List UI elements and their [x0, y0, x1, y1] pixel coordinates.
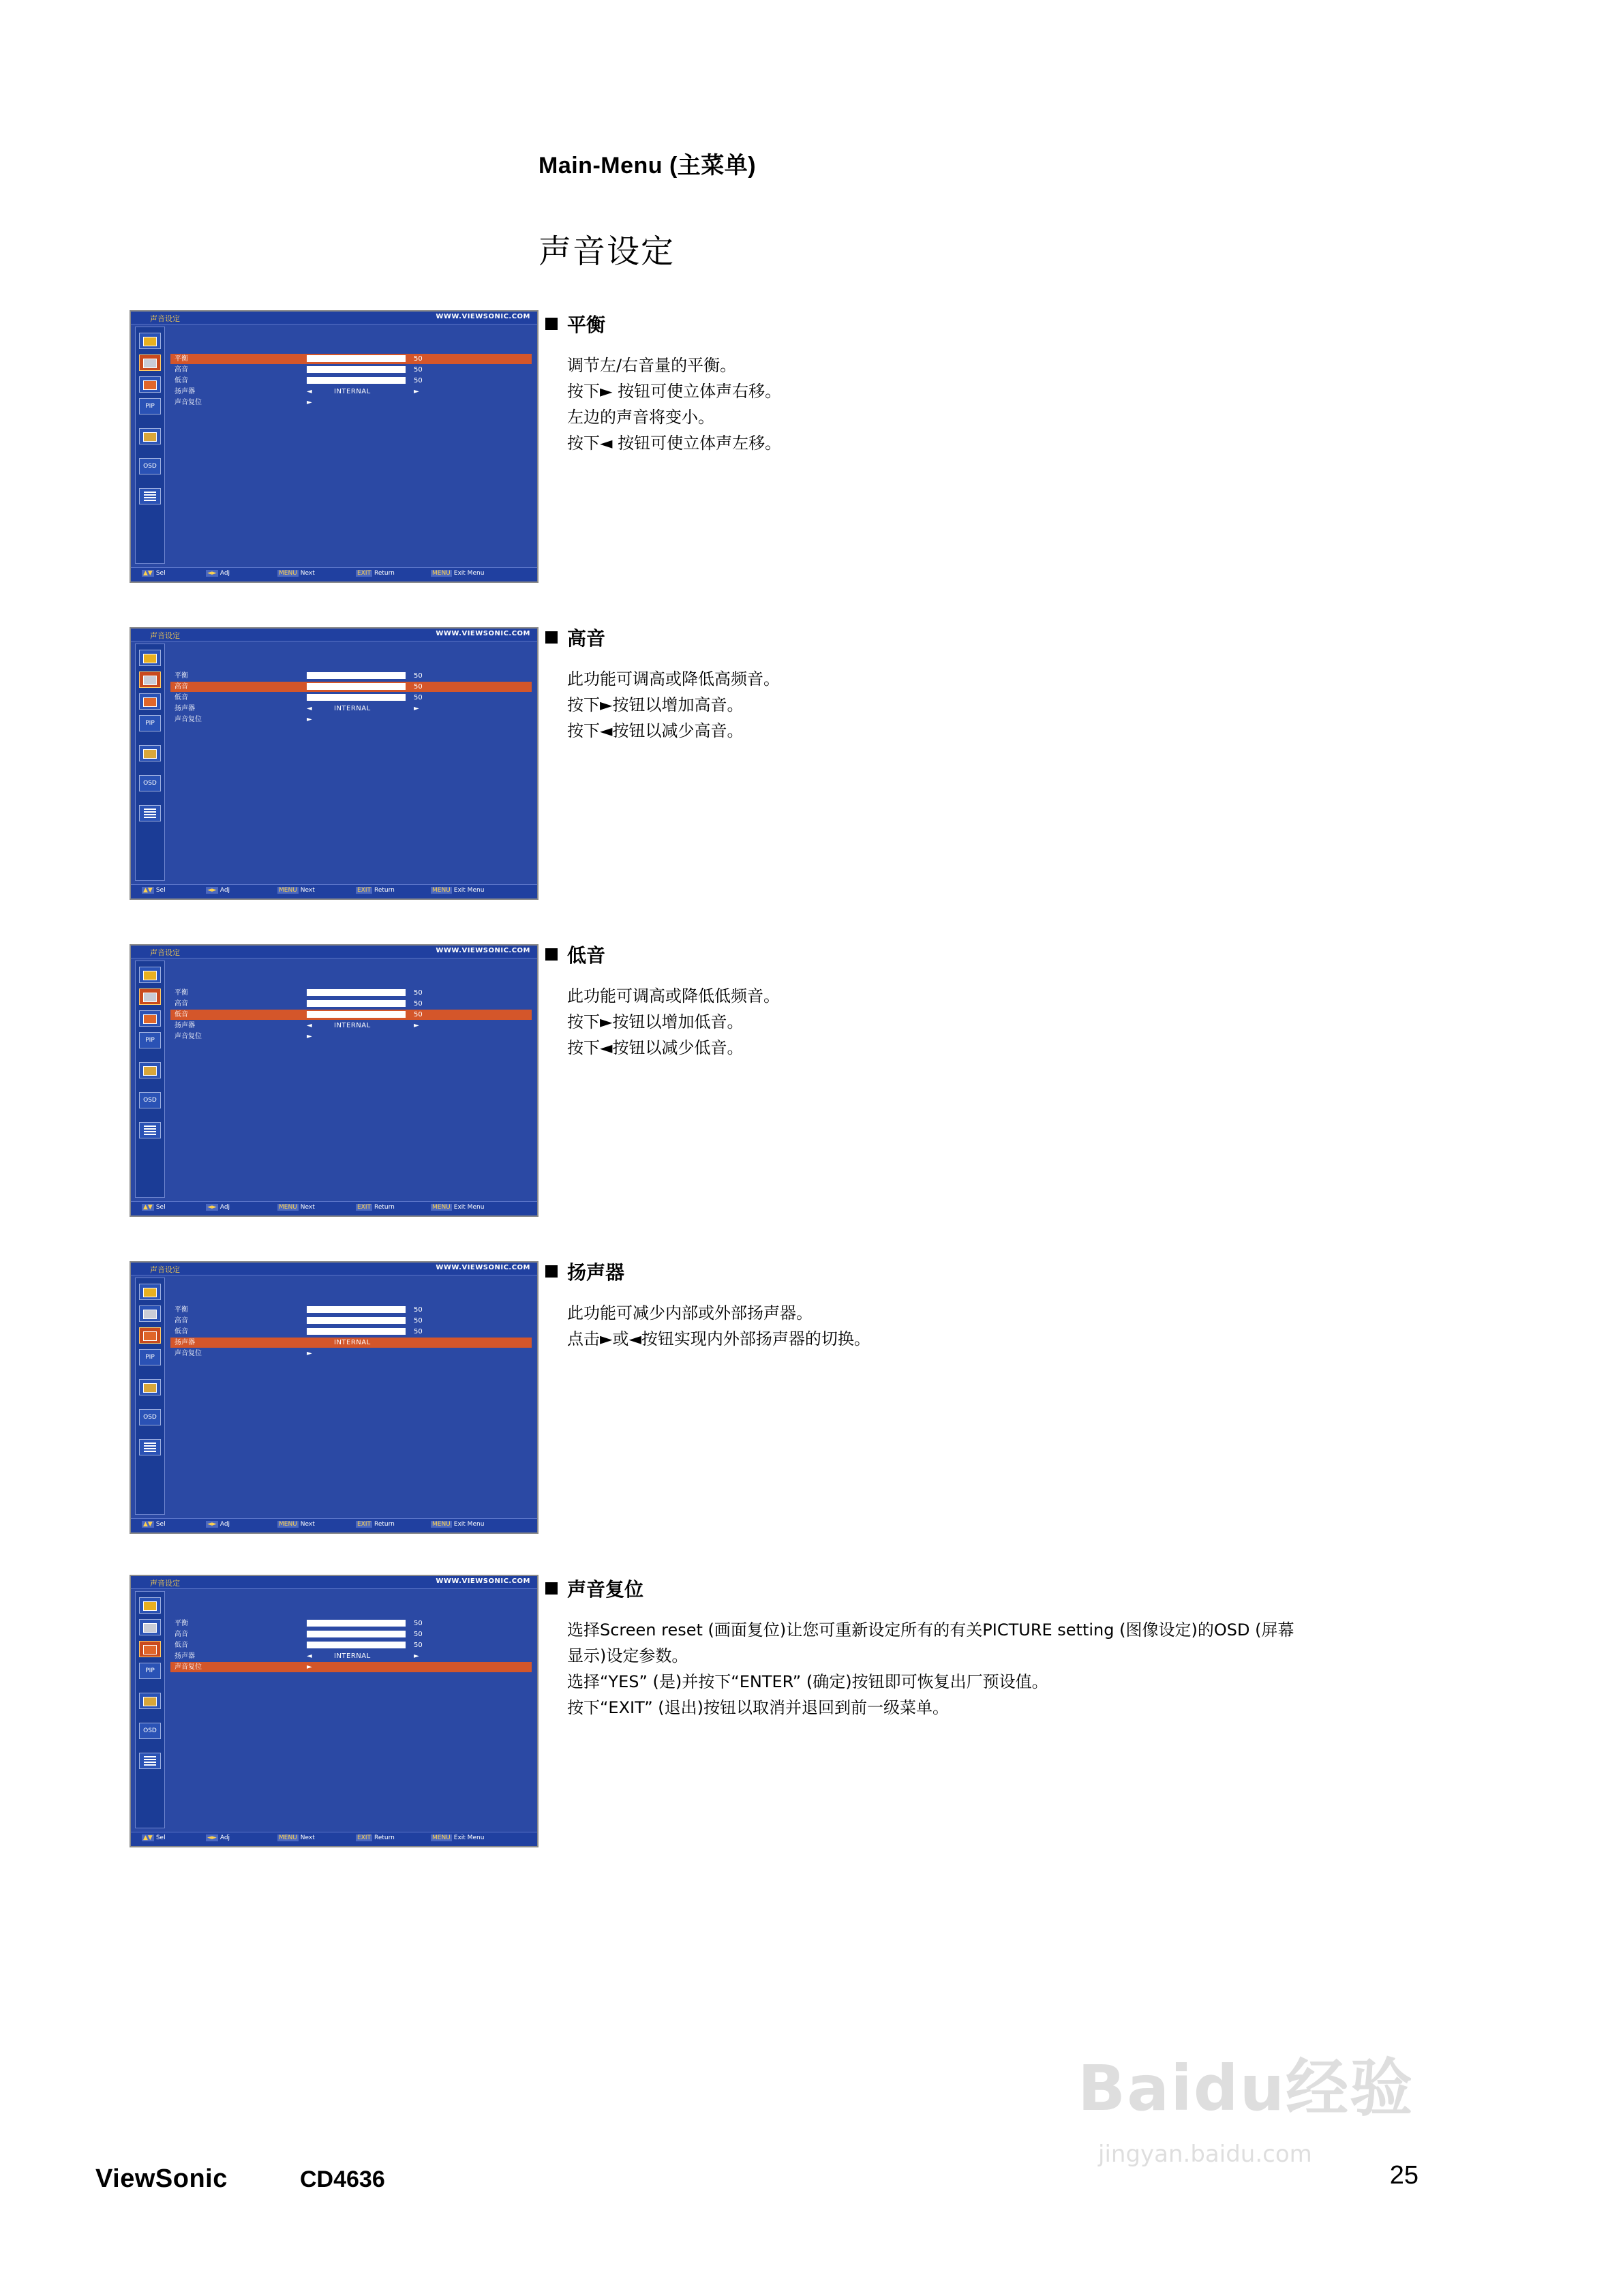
bottombar-label: Next — [300, 887, 315, 894]
row-value: 50 — [414, 1620, 423, 1627]
picture-icon — [143, 971, 157, 980]
row-label: 高音 — [175, 1631, 188, 1638]
sidebar-item-pip[interactable]: PIP — [139, 1032, 161, 1048]
osd-screenshot-treble — [130, 627, 539, 900]
sidebar-item-menu[interactable] — [139, 1122, 161, 1138]
sidebar-item-pip[interactable]: PIP — [139, 398, 161, 414]
menu-icon — [144, 492, 156, 501]
row-label: 声音复位 — [175, 1350, 202, 1357]
footer-brand: ViewSonic — [95, 2164, 228, 2193]
osd-row-audio-reset[interactable] — [170, 397, 532, 408]
description-body — [567, 1300, 870, 1352]
osd-row-balance[interactable] — [170, 354, 532, 364]
row-label: 声音复位 — [175, 716, 202, 723]
tools-icon — [143, 1066, 157, 1076]
description-line: 此功能可减少内部或外部扬声器。 — [567, 1303, 813, 1323]
row-label: 平衡 — [175, 989, 188, 997]
description-heading — [545, 941, 780, 968]
description-line: 选择Screen reset (画面复位)让您可重新设定所有的有关PICTURE setting (图像设定)的OSD (屏幕 — [567, 1620, 1294, 1640]
speaker-option-value: INTERNAL — [334, 1652, 371, 1660]
sidebar-item-tools[interactable] — [139, 1379, 161, 1395]
sidebar-item-osd[interactable]: OSD — [139, 1723, 161, 1739]
row-label: 高音 — [175, 683, 188, 691]
speaker-option-value: INTERNAL — [334, 705, 371, 712]
bottombar-label: Return — [374, 887, 395, 894]
watermark-text: Baidu经验 — [1078, 2052, 1414, 2125]
heading-text: 高音 — [567, 627, 606, 650]
sidebar-item-tools[interactable] — [139, 1693, 161, 1709]
bullet-icon — [545, 1582, 558, 1595]
tools-icon — [143, 432, 157, 442]
description-line: 按下◄按钮以减少低音。 — [567, 1038, 744, 1057]
bottombar-label: Next — [300, 1204, 315, 1211]
osd-title: 声音设定 — [150, 948, 180, 957]
sidebar-item-audio[interactable] — [139, 354, 161, 371]
row-label: 扬声器 — [175, 388, 195, 395]
sidebar-item-audio[interactable] — [139, 988, 161, 1005]
description-heading — [545, 624, 780, 651]
description-heading — [545, 310, 781, 337]
bottombar-label: Exit Menu — [453, 1204, 485, 1211]
heading-text: 低音 — [567, 944, 606, 967]
picture-icon — [143, 1288, 157, 1297]
bottombar-key: MENU — [279, 1521, 297, 1528]
balance-bar[interactable] — [307, 1620, 406, 1627]
row-label: 声音复位 — [175, 1033, 202, 1040]
bottombar-key: ◄► — [207, 1204, 217, 1211]
osd-row-audio-reset[interactable] — [170, 714, 532, 725]
sidebar-item-menu[interactable] — [139, 488, 161, 504]
osd-sidebar — [135, 1591, 165, 1828]
bottombar-key: MENU — [279, 570, 297, 577]
menu-icon — [144, 1442, 156, 1452]
bottombar-key: ▲▼ — [143, 1204, 153, 1211]
osd-row-speaker[interactable] — [170, 1021, 532, 1031]
treble-bar[interactable] — [307, 366, 406, 373]
row-label: 扬声器 — [175, 705, 195, 712]
osd-title: 声音设定 — [150, 1579, 180, 1588]
bottombar-key: ▲▼ — [143, 1834, 153, 1841]
submenu-arrow-icon[interactable]: ► — [307, 1033, 312, 1040]
description-body — [567, 1617, 1294, 1721]
left-arrow-icon[interactable]: ◄ — [307, 705, 312, 712]
left-arrow-icon[interactable]: ◄ — [307, 1652, 312, 1660]
description-heading — [545, 1258, 870, 1285]
bottombar-key: EXIT — [357, 887, 371, 894]
row-value: 50 — [414, 355, 423, 363]
sidebar-item-tools[interactable] — [139, 745, 161, 761]
bottombar-label: Exit Menu — [453, 887, 485, 894]
description-line: 按下◄按钮以减少高音。 — [567, 721, 744, 740]
row-label: 低音 — [175, 377, 188, 384]
row-value: 50 — [414, 377, 423, 384]
speaker-icon — [143, 1014, 157, 1024]
osd-row-speaker[interactable] — [170, 1651, 532, 1661]
osd-bottombar — [131, 567, 537, 581]
picture-icon — [143, 337, 157, 346]
row-value: 50 — [414, 1011, 423, 1018]
osd-row-speaker[interactable] — [170, 387, 532, 397]
audio-icon — [143, 1623, 157, 1633]
audio-icon — [143, 993, 157, 1002]
osd-row-treble[interactable] — [170, 999, 532, 1009]
description-line: 左边的声音将变小。 — [567, 408, 714, 427]
bottombar-key: MENU — [432, 570, 451, 577]
row-label: 平衡 — [175, 355, 188, 363]
bottombar-key: MENU — [432, 1834, 451, 1841]
bottombar-label: Exit Menu — [453, 1521, 485, 1528]
osd-row-list — [170, 1305, 532, 1359]
bottombar-label: Sel — [155, 570, 166, 577]
bottombar-label: Sel — [155, 1521, 166, 1528]
sidebar-item-picture[interactable] — [139, 1284, 161, 1300]
balance-bar[interactable] — [307, 355, 406, 362]
row-value: 50 — [414, 1000, 423, 1008]
sidebar-item-tools[interactable] — [139, 428, 161, 444]
row-value: 50 — [414, 366, 423, 374]
speaker-option-value: INTERNAL — [334, 1022, 371, 1029]
sidebar-item-speaker[interactable] — [139, 1010, 161, 1027]
row-label: 高音 — [175, 1000, 188, 1008]
bottombar-label: Next — [300, 1521, 315, 1528]
osd-sidebar — [135, 644, 165, 881]
row-label: 高音 — [175, 1317, 188, 1325]
sidebar-item-speaker[interactable] — [139, 1641, 161, 1657]
osd-row-audio-reset[interactable] — [170, 1348, 532, 1359]
row-label: 平衡 — [175, 672, 188, 680]
bottombar-key: ◄► — [207, 1834, 217, 1841]
bottombar-key: EXIT — [357, 1521, 371, 1528]
menu-icon — [144, 1756, 156, 1766]
row-value: 50 — [414, 694, 423, 701]
osd-row-treble[interactable] — [170, 1316, 532, 1326]
row-label: 扬声器 — [175, 1652, 195, 1660]
osd-brand: WWW.VIEWSONIC.COM — [436, 1264, 530, 1271]
bottombar-label: Next — [300, 1834, 315, 1841]
sidebar-item-osd[interactable]: OSD — [139, 458, 161, 474]
osd-sidebar — [135, 1278, 165, 1515]
treble-bar[interactable] — [307, 1000, 406, 1007]
bass-bar[interactable] — [307, 1328, 406, 1335]
sidebar-item-menu[interactable] — [139, 805, 161, 821]
sidebar-item-pip[interactable]: PIP — [139, 1663, 161, 1679]
bass-bar[interactable] — [307, 1011, 406, 1018]
row-value: 50 — [414, 1328, 423, 1335]
sidebar-item-audio[interactable] — [139, 671, 161, 688]
osd-brand: WWW.VIEWSONIC.COM — [436, 1577, 530, 1585]
speaker-icon — [143, 380, 157, 390]
description-line: 按下◄ 按钮可使立体声左移。 — [567, 434, 782, 453]
description-line: 按下►按钮以增加高音。 — [567, 695, 744, 714]
description-bass — [545, 941, 780, 1061]
osd-row-speaker[interactable] — [170, 1338, 532, 1348]
left-arrow-icon[interactable]: ◄ — [307, 388, 312, 395]
heading-text: 扬声器 — [567, 1261, 625, 1284]
sidebar-item-speaker[interactable] — [139, 693, 161, 710]
sidebar-item-osd[interactable]: OSD — [139, 775, 161, 791]
sidebar-item-picture[interactable] — [139, 1597, 161, 1614]
menu-icon — [144, 809, 156, 818]
osd-row-audio-reset[interactable] — [170, 1031, 532, 1042]
audio-icon — [143, 676, 157, 685]
left-arrow-icon[interactable]: ◄ — [307, 1022, 312, 1029]
osd-bottombar — [131, 1201, 537, 1215]
row-value: 50 — [414, 1642, 423, 1649]
osd-row-speaker[interactable] — [170, 704, 532, 714]
heading-text: 平衡 — [567, 314, 606, 336]
tools-icon — [143, 1697, 157, 1706]
bullet-icon — [545, 631, 558, 644]
osd-row-list — [170, 988, 532, 1042]
description-audio-reset — [545, 1575, 1294, 1721]
heading-text: 声音复位 — [567, 1578, 644, 1601]
row-label: 低音 — [175, 1011, 188, 1018]
row-label: 声音复位 — [175, 399, 202, 406]
bottombar-key: EXIT — [357, 1834, 371, 1841]
menu-icon — [144, 1126, 156, 1135]
right-arrow-icon[interactable]: ► — [414, 1652, 419, 1660]
bottombar-label: Sel — [155, 1834, 166, 1841]
main-menu-title: Main-Menu (主菜单) — [539, 153, 757, 179]
bass-bar[interactable] — [307, 377, 406, 384]
right-arrow-icon[interactable]: ► — [414, 1022, 419, 1029]
bottombar-key: EXIT — [357, 570, 371, 577]
bottombar-label: Return — [374, 1521, 395, 1528]
bottombar-label: Adj — [219, 887, 230, 894]
bottombar-key: ▲▼ — [143, 570, 153, 577]
description-body — [567, 666, 780, 744]
row-label: 高音 — [175, 366, 188, 374]
submenu-arrow-icon[interactable]: ► — [307, 1663, 312, 1671]
bottombar-label: Sel — [155, 887, 166, 894]
row-label: 平衡 — [175, 1620, 188, 1627]
bottombar-label: Return — [374, 1834, 395, 1841]
sidebar-item-osd[interactable]: OSD — [139, 1092, 161, 1108]
osd-row-treble[interactable] — [170, 365, 532, 375]
bullet-icon — [545, 948, 558, 961]
bottombar-key: ◄► — [207, 1521, 217, 1528]
audio-icon — [143, 359, 157, 368]
sidebar-item-menu[interactable] — [139, 1753, 161, 1769]
description-line: 按下“EXIT” (退出)按钮以取消并退回到前一级菜单。 — [567, 1698, 950, 1717]
tools-icon — [143, 749, 157, 759]
sidebar-item-menu[interactable] — [139, 1439, 161, 1455]
osd-brand: WWW.VIEWSONIC.COM — [436, 947, 530, 954]
description-line: 调节左/右音量的平衡。 — [567, 356, 737, 375]
osd-row-balance[interactable] — [170, 988, 532, 998]
bottombar-label: Adj — [219, 1204, 230, 1211]
submenu-arrow-icon[interactable]: ► — [307, 1350, 312, 1357]
sidebar-item-picture[interactable] — [139, 967, 161, 983]
bullet-icon — [545, 318, 558, 330]
description-heading — [545, 1575, 1294, 1602]
osd-row-bass[interactable] — [170, 1010, 532, 1020]
osd-screenshot-bass — [130, 944, 539, 1217]
speaker-icon — [143, 1331, 157, 1341]
bottombar-key: MENU — [279, 1204, 297, 1211]
osd-row-treble[interactable] — [170, 682, 532, 692]
page-number: 25 — [1389, 2161, 1419, 2190]
sidebar-item-picture[interactable] — [139, 333, 161, 349]
osd-row-treble[interactable] — [170, 1629, 532, 1640]
osd-brand: WWW.VIEWSONIC.COM — [436, 630, 530, 637]
osd-bottombar — [131, 884, 537, 898]
sidebar-item-speaker[interactable] — [139, 376, 161, 393]
description-treble — [545, 624, 780, 744]
right-arrow-icon[interactable]: ► — [414, 388, 419, 395]
sidebar-item-tools[interactable] — [139, 1062, 161, 1078]
bottombar-label: Next — [300, 570, 315, 577]
row-label: 低音 — [175, 1642, 188, 1649]
osd-screenshot-speaker — [130, 1261, 539, 1534]
osd-bottombar — [131, 1832, 537, 1846]
bottombar-label: Adj — [219, 1834, 230, 1841]
picture-icon — [143, 654, 157, 663]
speaker-option-value: INTERNAL — [334, 388, 371, 395]
osd-screenshot-audio-reset — [130, 1575, 539, 1847]
osd-row-balance[interactable] — [170, 1618, 532, 1629]
balance-bar[interactable] — [307, 672, 406, 679]
row-value: 50 — [414, 672, 423, 680]
osd-row-bass[interactable] — [170, 376, 532, 386]
bottombar-label: Adj — [219, 1521, 230, 1528]
bottombar-key: ◄► — [207, 570, 217, 577]
speaker-icon — [143, 1645, 157, 1655]
description-line: 点击►或◄按钮实现内外部扬声器的切换。 — [567, 1329, 870, 1348]
row-label: 扬声器 — [175, 1022, 195, 1029]
bass-bar[interactable] — [307, 694, 406, 701]
row-value: 50 — [414, 1306, 423, 1314]
osd-row-bass[interactable] — [170, 1640, 532, 1650]
description-body — [567, 352, 781, 456]
submenu-arrow-icon[interactable]: ► — [307, 716, 312, 723]
bottombar-key: MENU — [432, 1204, 451, 1211]
tools-icon — [143, 1383, 157, 1393]
osd-sidebar — [135, 327, 165, 564]
sidebar-item-audio[interactable] — [139, 1619, 161, 1635]
row-label: 扬声器 — [175, 1339, 195, 1346]
row-label: 低音 — [175, 1328, 188, 1335]
description-line: 选择“YES” (是)并按下“ENTER” (确定)按钮即可恢复出厂预设值。 — [567, 1672, 1048, 1691]
description-line: 此功能可调高或降低高频音。 — [567, 669, 780, 689]
osd-bottombar — [131, 1518, 537, 1532]
description-balance — [545, 310, 781, 456]
treble-bar[interactable] — [307, 1317, 406, 1324]
bottombar-label: Exit Menu — [453, 1834, 485, 1841]
bottombar-key: MENU — [279, 887, 297, 894]
sidebar-item-speaker[interactable] — [139, 1327, 161, 1344]
row-value: 50 — [414, 989, 423, 997]
bottombar-label: Return — [374, 1204, 395, 1211]
row-value: 50 — [414, 1631, 423, 1638]
osd-row-bass[interactable] — [170, 1327, 532, 1337]
sidebar-item-audio[interactable] — [139, 1305, 161, 1322]
row-label: 声音复位 — [175, 1663, 202, 1671]
osd-brand: WWW.VIEWSONIC.COM — [436, 313, 530, 320]
bottombar-key: ▲▼ — [143, 887, 153, 894]
osd-title: 声音设定 — [150, 1265, 180, 1274]
right-arrow-icon[interactable]: ► — [414, 705, 419, 712]
sidebar-item-pip[interactable]: PIP — [139, 1349, 161, 1365]
osd-title: 声音设定 — [150, 631, 180, 640]
bottombar-label: Sel — [155, 1204, 166, 1211]
row-label: 低音 — [175, 694, 188, 701]
balance-bar[interactable] — [307, 1306, 406, 1313]
bullet-icon — [545, 1265, 558, 1278]
description-line: 显示)设定参数。 — [567, 1646, 688, 1665]
osd-screenshot-balance — [130, 310, 539, 583]
bottombar-label: Exit Menu — [453, 570, 485, 577]
bottombar-key: EXIT — [357, 1204, 371, 1211]
bottombar-key: ◄► — [207, 887, 217, 894]
picture-icon — [143, 1601, 157, 1611]
osd-row-bass[interactable] — [170, 693, 532, 703]
speaker-icon — [143, 697, 157, 707]
bottombar-key: MENU — [432, 887, 451, 894]
treble-bar[interactable] — [307, 1631, 406, 1637]
bottombar-key: MENU — [432, 1521, 451, 1528]
description-line: 此功能可调高或降低低频音。 — [567, 986, 780, 1006]
osd-title: 声音设定 — [150, 314, 180, 323]
osd-sidebar — [135, 961, 165, 1198]
sidebar-item-pip[interactable]: PIP — [139, 715, 161, 731]
watermark — [1078, 2038, 1500, 2195]
description-body — [567, 983, 780, 1061]
row-value: 50 — [414, 1317, 423, 1325]
description-speaker — [545, 1258, 870, 1352]
description-line: 按下►按钮以增加低音。 — [567, 1012, 744, 1031]
sidebar-item-osd[interactable]: OSD — [139, 1409, 161, 1425]
row-value: 50 — [414, 683, 423, 691]
section-title: 声音设定 — [539, 232, 676, 271]
osd-row-list — [170, 671, 532, 725]
row-label: 平衡 — [175, 1306, 188, 1314]
osd-row-balance[interactable] — [170, 671, 532, 681]
bottombar-key: ▲▼ — [143, 1521, 153, 1528]
submenu-arrow-icon[interactable]: ► — [307, 399, 312, 406]
bass-bar[interactable] — [307, 1642, 406, 1648]
osd-row-list — [170, 354, 532, 408]
watermark-subtext: jingyan.baidu.com — [1098, 2141, 1312, 2168]
description-line: 按下► 按钮可使立体声右移。 — [567, 382, 782, 401]
bottombar-key: MENU — [279, 1834, 297, 1841]
osd-row-audio-reset[interactable] — [170, 1662, 532, 1672]
footer-model: CD4636 — [300, 2166, 385, 2192]
bottombar-label: Return — [374, 570, 395, 577]
osd-row-balance[interactable] — [170, 1305, 532, 1315]
speaker-option-value: INTERNAL — [334, 1339, 371, 1346]
osd-row-list — [170, 1618, 532, 1673]
balance-bar[interactable] — [307, 989, 406, 996]
audio-icon — [143, 1310, 157, 1319]
bottombar-label: Adj — [219, 570, 230, 577]
treble-bar[interactable] — [307, 683, 406, 690]
sidebar-item-picture[interactable] — [139, 650, 161, 666]
